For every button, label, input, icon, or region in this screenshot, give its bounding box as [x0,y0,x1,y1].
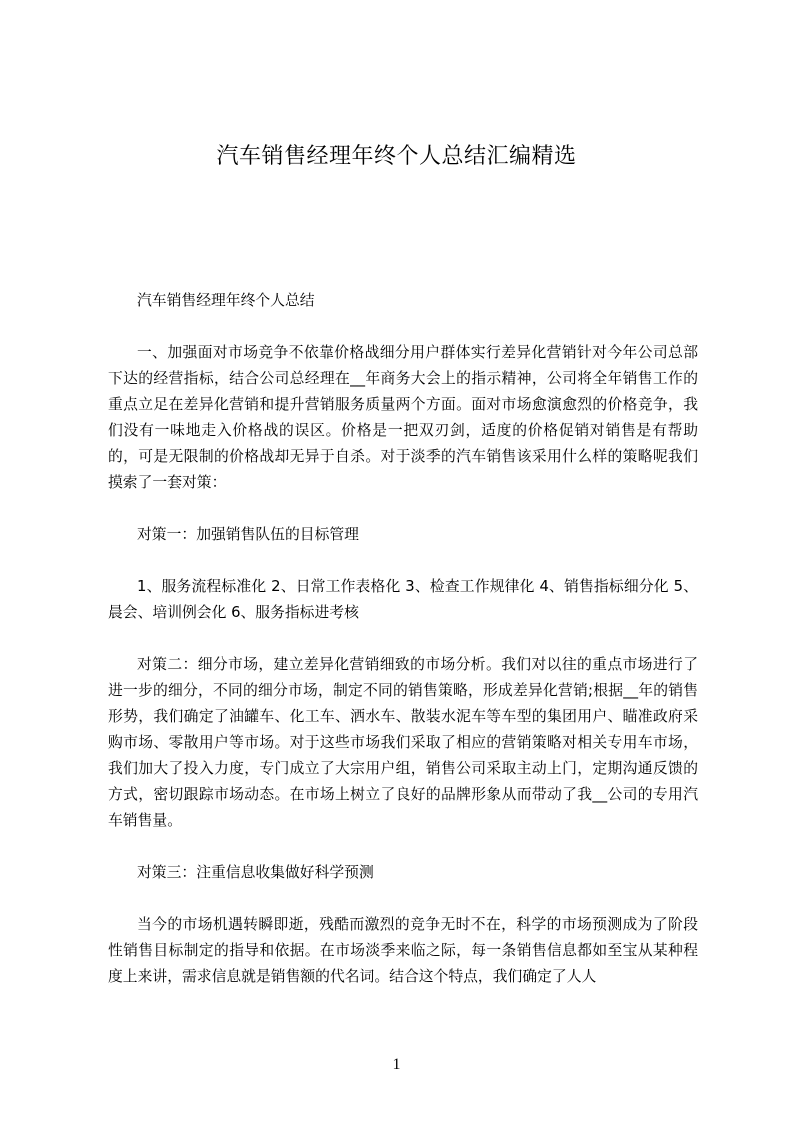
paragraph-intro: 一、加强面对市场竞争不依靠价格战细分用户群体实行差异化营销针对今年公司总部下达的经营指标，结合公司总经理在__年商务大会上的指示精神，公司将全年销售工作的重点立足在差异化营销和提升营销服务质量两个方面。面对市场愈演愈烈的价格竞争，我们没有一味地走入价格战的误区。价格是一把双刃剑，适度的价格促销对销售是有帮助的，可是无限制的价格战却无异于自杀。对于淡季的汽车销售该采用什么样的策略呢我们摸索了一套对策： [108,344,698,491]
document-body [108,288,698,990]
market-paragraph: 当今的市场机遇转瞬即逝，残酷而激烈的竞争无时不在，科学的市场预测成为了阶段性销售目标制定的指导和依据。在市场淡季来临之际，每一条销售信息都如至宝从某种程度上来讲，需求信息就是销售额的代名词。结合这个特点，我们确定了人人 [108,916,698,985]
section-heading: 汽车销售经理年终个人总结 [137,292,315,309]
strategy-one-list: 1、服务流程标准化 2、日常工作表格化 3、检查工作规律化 4、销售指标细分化 5、晨会、培训例会化 6、服务指标进考核 [108,578,698,621]
page-number: 1 [392,1056,401,1073]
strategy-one-heading: 对策一：加强销售队伍的目标管理 [137,526,359,543]
document-title: 汽车销售经理年终个人总结汇编精选 [216,144,577,169]
strategy-two-paragraph: 对策二：细分市场，建立差异化营销细致的市场分析。我们对以往的重点市场进行了进一步的细分，不同的细分市场，制定不同的销售策略，形成差异化营销;根据__年的销售形势，我们确定了油罐车、化工车、洒水车、散装水泥车等车型的集团用户、瞄准政府采购市场、零散用户等市场。对于这些市场我们采取了相应的营销策略对相关专用车市场，我们加大了投入力度，专门成立了大宗用户组，销售公司采取主动上门，定期沟通反馈的方式，密切跟踪市场动态。在市场上树立了良好的品牌形象从而带动了我__公司的专用汽车销售量。 [108,656,698,829]
strategy-three-heading: 对策三：注重信息收集做好科学预测 [137,864,374,881]
